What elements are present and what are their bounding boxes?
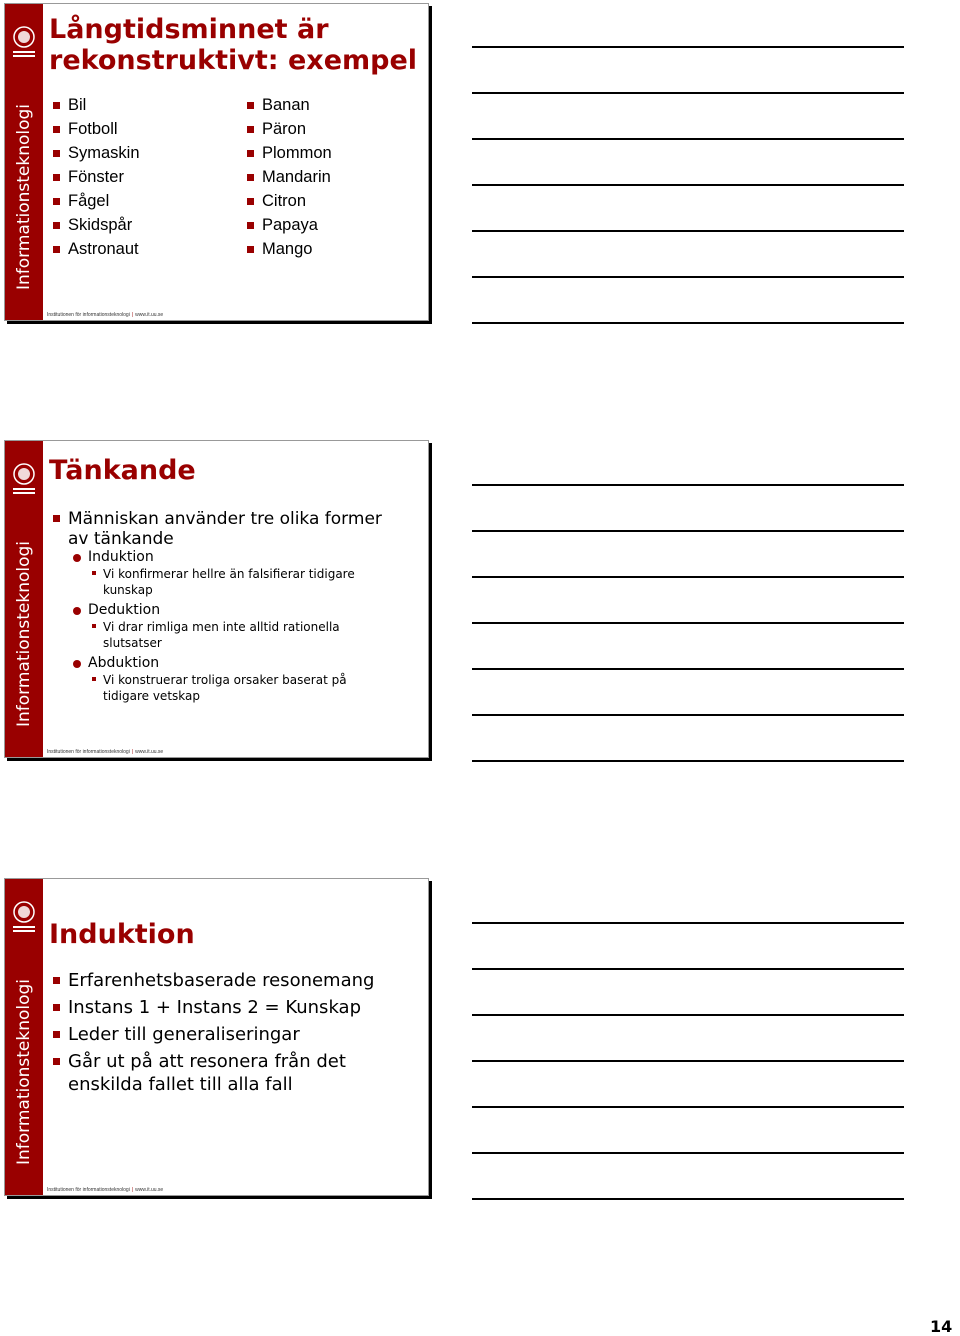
small-square-bullet-icon xyxy=(92,624,96,628)
slide-footer: Institutionen för informationsteknologi | www.it.uu.se xyxy=(47,312,164,318)
square-bullet-icon xyxy=(247,222,254,229)
uppsala-seal-icon xyxy=(9,461,39,497)
square-bullet-icon xyxy=(53,174,60,181)
sidebar-label: Informationsteknologi xyxy=(14,103,35,291)
square-bullet-icon xyxy=(247,102,254,109)
list-item: Papaya xyxy=(245,213,332,237)
slide-title: Induktion xyxy=(49,919,195,950)
list-item: Abduktion xyxy=(70,655,382,672)
list-item: Plommon xyxy=(245,141,332,165)
square-bullet-icon xyxy=(53,198,60,205)
word-list-left xyxy=(51,93,140,261)
round-bullet-icon xyxy=(73,554,81,562)
page-number: 14 xyxy=(930,1317,953,1336)
square-bullet-icon xyxy=(53,246,60,253)
list-item: Deduktion xyxy=(70,602,382,619)
slide-title: Långtidsminnet är rekonstruktivt: exempel xyxy=(49,14,418,77)
slide-footer: Institutionen för informationsteknologi | www.it.uu.se xyxy=(47,749,164,755)
slide-footer: Institutionen för informationsteknologi | www.it.uu.se xyxy=(47,1187,164,1193)
list-item: Vi konfirmerar hellre än falsifierar tidigare kunskap xyxy=(89,566,382,598)
square-bullet-icon xyxy=(247,246,254,253)
induction-list xyxy=(51,969,374,1100)
list-item: Mandarin xyxy=(245,165,332,189)
square-bullet-icon xyxy=(247,150,254,157)
slide-sidebar xyxy=(5,4,43,320)
slide-title: Tänkande xyxy=(49,455,196,486)
list-item: Symaskin xyxy=(51,141,140,165)
footer-url: www.it.uu.se xyxy=(135,1187,164,1193)
square-bullet-icon xyxy=(53,1004,60,1011)
list-item: Erfarenhetsbaserade resonemang xyxy=(51,969,374,992)
list-item: Vi konstruerar troliga orsaker baserat på tidigare vetskap xyxy=(89,672,382,704)
sidebar-label: Informationsteknologi xyxy=(14,978,35,1166)
footer-url: www.it.uu.se xyxy=(135,749,164,755)
sidebar-label: Informationsteknologi xyxy=(14,540,35,728)
square-bullet-icon xyxy=(53,150,60,157)
round-bullet-icon xyxy=(73,660,81,668)
list-item: Människan använder tre olika former av tänkande xyxy=(51,509,382,549)
list-item: Fönster xyxy=(51,165,140,189)
footer-url: www.it.uu.se xyxy=(135,312,164,318)
thinking-list xyxy=(51,507,382,704)
slide-2 xyxy=(4,440,429,758)
list-item: Mango xyxy=(245,237,332,261)
square-bullet-icon xyxy=(53,222,60,229)
list-item: Skidspår xyxy=(51,213,140,237)
square-bullet-icon xyxy=(53,1058,60,1065)
list-item: Fotboll xyxy=(51,117,140,141)
list-item: Går ut på att resonera från det enskilda fallet till alla fall xyxy=(51,1050,374,1096)
list-item: Bil xyxy=(51,93,140,117)
list-item: Leder till generaliseringar xyxy=(51,1023,374,1046)
uppsala-seal-icon xyxy=(9,24,39,60)
slide-sidebar xyxy=(5,441,43,757)
square-bullet-icon xyxy=(53,126,60,133)
word-list-right xyxy=(245,93,332,261)
list-item: Päron xyxy=(245,117,332,141)
list-item: Citron xyxy=(245,189,332,213)
square-bullet-icon xyxy=(247,126,254,133)
square-bullet-icon xyxy=(53,515,60,522)
square-bullet-icon xyxy=(53,977,60,984)
list-item: Induktion xyxy=(70,549,382,566)
square-bullet-icon xyxy=(53,102,60,109)
slide-3 xyxy=(4,878,429,1196)
list-item: Instans 1 + Instans 2 = Kunskap xyxy=(51,996,374,1019)
small-square-bullet-icon xyxy=(92,677,96,681)
slide-sidebar xyxy=(5,879,43,1195)
list-item: Vi drar rimliga men inte alltid rationella slutsatser xyxy=(89,619,382,651)
slide-1 xyxy=(4,3,429,321)
list-item: Fågel xyxy=(51,189,140,213)
small-square-bullet-icon xyxy=(92,571,96,575)
square-bullet-icon xyxy=(247,198,254,205)
round-bullet-icon xyxy=(73,607,81,615)
list-item: Banan xyxy=(245,93,332,117)
square-bullet-icon xyxy=(247,174,254,181)
uppsala-seal-icon xyxy=(9,899,39,935)
square-bullet-icon xyxy=(53,1031,60,1038)
list-item: Astronaut xyxy=(51,237,140,261)
